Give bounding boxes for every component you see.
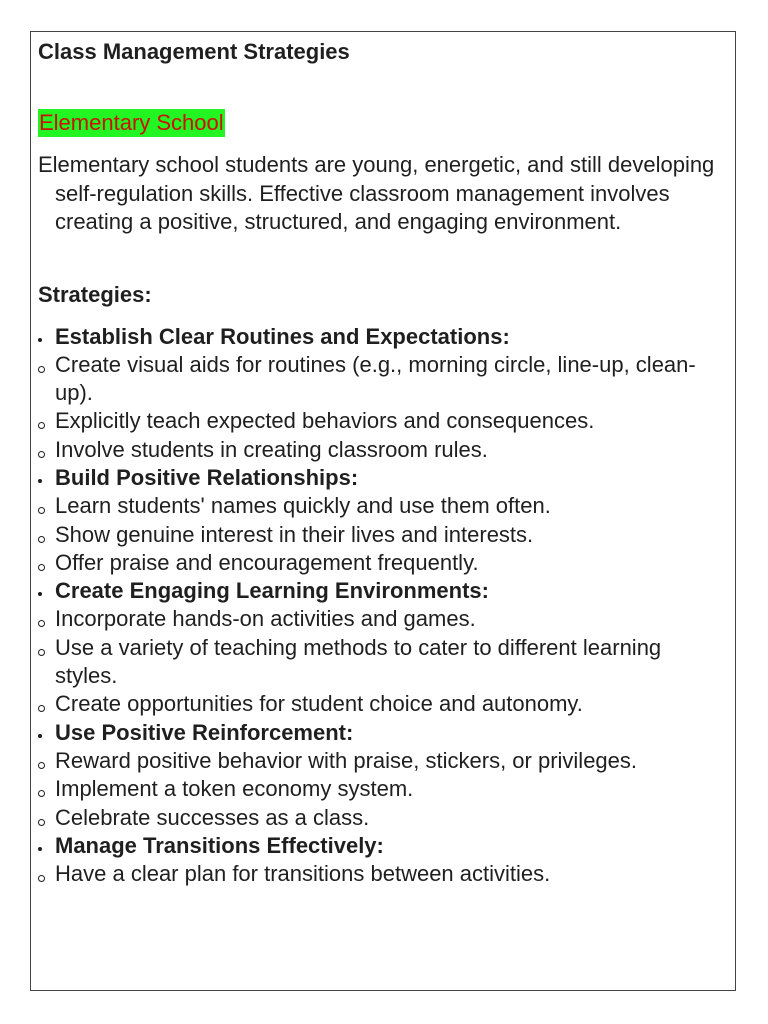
list-item-text: Create visual aids for routines (e.g., morning circle, line-up, clean-up). (55, 351, 696, 406)
strategy-subitem (38, 521, 728, 549)
strategy-subitem (38, 804, 728, 832)
strategy-heading-item (38, 719, 728, 747)
strategy-subitem (38, 605, 728, 633)
bullet-circle-icon (38, 536, 45, 543)
bullet-dot-icon (38, 338, 42, 342)
list-item-text: Use a variety of teaching methods to cater to different learning styles. (55, 634, 662, 689)
strategy-heading-item (38, 464, 728, 492)
strategy-heading-item (38, 832, 728, 860)
bullet-circle-icon (38, 705, 45, 712)
list-item-text: Show genuine interest in their lives and interests. (55, 521, 534, 547)
list-item-text: Offer praise and encouragement frequently. (55, 549, 479, 575)
strategy-subitem (38, 436, 728, 464)
list-item-text: Implement a token economy system. (55, 776, 414, 802)
bullet-dot-icon (38, 479, 42, 483)
list-item-text: Involve students in creating classroom rules. (55, 436, 488, 462)
list-item-text: Celebrate successes as a class. (55, 804, 370, 830)
bullet-circle-icon (38, 507, 45, 514)
bullet-dot-icon (38, 734, 42, 738)
list-item-text: Create opportunities for student choice and autonomy. (55, 691, 583, 717)
bullet-circle-icon (38, 620, 45, 627)
bullet-circle-icon (38, 366, 45, 373)
document-title: Class Management Strategies (38, 39, 350, 64)
list-item-text: Explicitly teach expected behaviors and consequences. (55, 408, 595, 434)
bullet-circle-icon (38, 649, 45, 656)
strategy-subitem (38, 492, 728, 520)
bullet-circle-icon (38, 422, 45, 429)
list-item-text: Reward positive behavior with praise, stickers, or privileges. (55, 747, 638, 773)
section-heading: Elementary School (39, 110, 224, 135)
bullet-circle-icon (38, 819, 45, 826)
strategy-subitem (38, 407, 728, 435)
intro-paragraph: Elementary school students are young, energetic, and still developing self-regulation skills. Effective classroom management involves creating a positive, structured, and engaging environment. (38, 152, 715, 234)
bullet-circle-icon (38, 564, 45, 571)
strategy-heading-item (38, 323, 728, 351)
bullet-circle-icon (38, 875, 45, 882)
strategy-subitem (38, 775, 728, 803)
document-page (30, 31, 736, 991)
document-content (38, 39, 728, 904)
strategy-subitem (38, 747, 728, 775)
bullet-circle-icon (38, 451, 45, 458)
bullet-circle-icon (38, 762, 45, 769)
list-item-text: Create Engaging Learning Environments: (55, 578, 489, 604)
strategy-heading-item (38, 577, 728, 605)
list-item-text: Have a clear plan for transitions between activities. (55, 861, 551, 887)
bullet-dot-icon (38, 592, 42, 596)
strategy-subitem (38, 690, 728, 718)
list-item-text: Learn students' names quickly and use them often. (55, 493, 551, 519)
list-item-text: Incorporate hands-on activities and games. (55, 606, 476, 632)
strategy-subitem (38, 351, 728, 408)
bullet-circle-icon (38, 790, 45, 797)
list-item-text: Use Positive Reinforcement: (55, 719, 354, 745)
strategy-subitem (38, 549, 728, 577)
bullet-dot-icon (38, 847, 42, 851)
strategy-subitem (38, 860, 728, 888)
strategy-list (38, 323, 728, 889)
strategy-subitem (38, 634, 728, 691)
list-item-text: Manage Transitions Effectively: (55, 832, 384, 858)
list-item-text: Establish Clear Routines and Expectations: (55, 323, 510, 349)
strategies-label: Strategies: (38, 281, 152, 307)
list-item-text: Build Positive Relationships: (55, 464, 359, 490)
